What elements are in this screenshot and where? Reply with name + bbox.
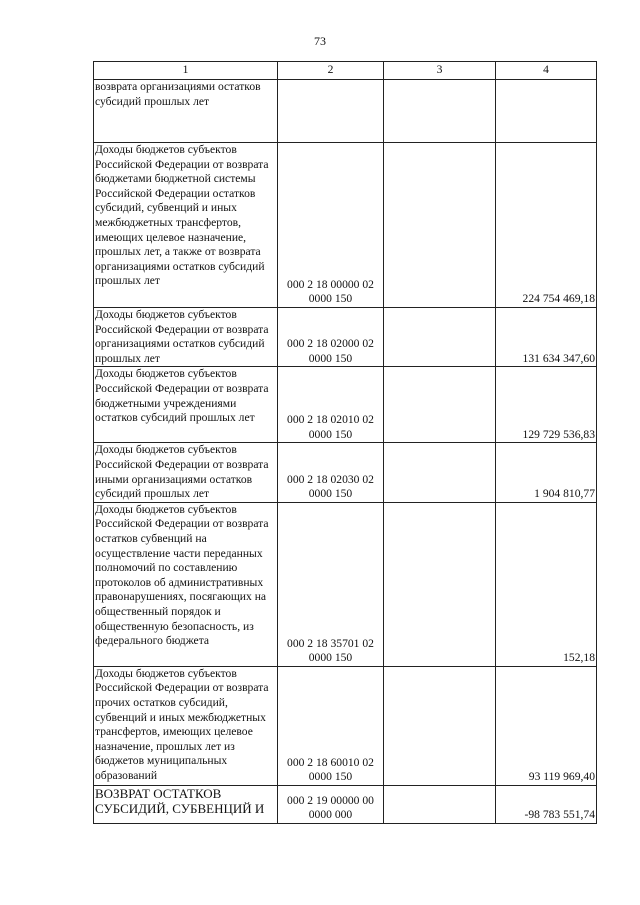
- row-code-cell: 000 2 18 60010 02 0000 150: [278, 666, 384, 785]
- row-code-cell: 000 2 19 00000 00 0000 000: [278, 785, 384, 823]
- table-row: [94, 308, 597, 367]
- row-name-cell: возврата организациями остатков субсидий прошлых лет: [94, 80, 278, 143]
- row-name-cell: Доходы бюджетов субъектов Российской Федерации от возврата организациями остатков субсидий прошлых лет: [94, 308, 278, 367]
- table-row: [94, 502, 597, 666]
- row-name-cell: Доходы бюджетов субъектов Российской Федерации от возврата иными организациями остатков субсидий прошлых лет: [94, 443, 278, 502]
- column-header: 3: [384, 62, 496, 80]
- revenue-table: [93, 61, 597, 824]
- row-sum-cell: [496, 80, 597, 143]
- row-name-cell: Доходы бюджетов субъектов Российской Федерации от возврата остатков субвенций на осуществление части переданных полномочий по составлению протоколов об административных правонарушениях, посягающих на общественный порядок и общественную безопасность, из федерального бюджета: [94, 502, 278, 666]
- row-col3-cell: [384, 785, 496, 823]
- row-code-cell: 000 2 18 35701 02 0000 150: [278, 502, 384, 666]
- row-col3-cell: [384, 367, 496, 443]
- row-sum-cell: 93 119 969,40: [496, 666, 597, 785]
- row-sum-cell: 131 634 347,60: [496, 308, 597, 367]
- page-number: 73: [314, 34, 326, 48]
- row-sum-cell: 1 904 810,77: [496, 443, 597, 502]
- row-sum-cell: 129 729 536,83: [496, 367, 597, 443]
- row-code-cell: [278, 80, 384, 143]
- row-sum-cell: 224 754 469,18: [496, 143, 597, 308]
- row-name-cell: Доходы бюджетов субъектов Российской Федерации от возврата бюджетными учреждениями остатков субсидий прошлых лет: [94, 367, 278, 443]
- column-header: 2: [278, 62, 384, 80]
- table-header-row: [94, 62, 597, 80]
- table-row: [94, 785, 597, 823]
- row-col3-cell: [384, 143, 496, 308]
- row-col3-cell: [384, 443, 496, 502]
- row-sum-cell: -98 783 551,74: [496, 785, 597, 823]
- row-name-cell: Доходы бюджетов субъектов Российской Федерации от возврата прочих остатков субсидий, субвенций и иных межбюджетных трансфертов, имеющих целевое назначение, прошлых лет из бюджетов муниципальных образований: [94, 666, 278, 785]
- row-code-cell: 000 2 18 02030 02 0000 150: [278, 443, 384, 502]
- row-code-cell: 000 2 18 02000 02 0000 150: [278, 308, 384, 367]
- column-header: 4: [496, 62, 597, 80]
- table-row: [94, 80, 597, 143]
- table-row: [94, 666, 597, 785]
- table-row: [94, 443, 597, 502]
- row-col3-cell: [384, 502, 496, 666]
- column-header: 1: [94, 62, 278, 80]
- row-name-cell: Доходы бюджетов субъектов Российской Федерации от возврата бюджетами бюджетной системы Российской Федерации остатков субсидий, субвенций и иных межбюджетных трансфертов, имеющих целевое назначение, прошлых лет, а также от возврата организациями остатков субсидий прошлых лет: [94, 143, 278, 308]
- row-col3-cell: [384, 80, 496, 143]
- row-col3-cell: [384, 666, 496, 785]
- table-row: [94, 143, 597, 308]
- row-sum-cell: 152,18: [496, 502, 597, 666]
- table-row: [94, 367, 597, 443]
- row-name-cell: ВОЗВРАТ ОСТАТКОВ СУБСИДИЙ, СУБВЕНЦИЙ И: [94, 785, 278, 823]
- row-col3-cell: [384, 308, 496, 367]
- row-code-cell: 000 2 18 02010 02 0000 150: [278, 367, 384, 443]
- row-code-cell: 000 2 18 00000 02 0000 150: [278, 143, 384, 308]
